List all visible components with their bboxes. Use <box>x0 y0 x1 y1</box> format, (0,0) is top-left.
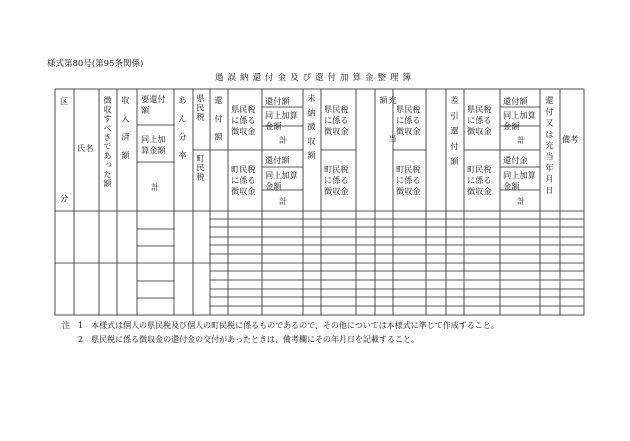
col-due-amount: 徴収すべきであった額 <box>103 96 113 188</box>
col-refund-amount: 還付額 <box>214 96 224 151</box>
col-total-right-2: 計 <box>517 196 526 206</box>
col-total: 計 <box>151 182 160 192</box>
col-ku: 区 <box>60 96 69 106</box>
col-refund-money: 還付金 <box>503 155 528 165</box>
col-pref-collection: 県民税に係る徴収金 <box>231 104 256 136</box>
col-refund-required: 要還付額 <box>141 94 166 115</box>
col-remarks: 備考 <box>562 134 579 144</box>
col-total-right: 計 <box>517 135 526 145</box>
col-received: 収入済額 <box>121 96 131 169</box>
col-prefectural-tax: 県民税 <box>196 94 206 122</box>
form-number: 様式第80号(第95条関係) <box>47 59 144 69</box>
col-town-collection-4: 町民税に係る徴収金 <box>467 164 492 196</box>
col-pref-collection-2: 県民税に係る徴収金 <box>324 104 349 136</box>
col-refund-sub: 還付額 <box>265 96 290 106</box>
col-surcharge: 同上加算金額 <box>141 134 166 155</box>
col-appropriation: 充当額 <box>379 96 398 173</box>
note-2: 2 県民税に係る徴収金の還付金の交付があったときは、備考欄にその年月日を記載すること。 <box>62 335 420 344</box>
col-town-tax: 町民税 <box>196 154 206 182</box>
col-surcharge-right: 同上加算金額 <box>503 110 536 131</box>
col-net-refund: 差引還付額 <box>450 96 460 172</box>
col-total-sub: 計 <box>279 135 288 145</box>
col-surcharge-right-2: 同上加算金額 <box>503 170 536 191</box>
col-allocation-rate: あん分率 <box>178 96 188 169</box>
col-refund-sub-2: 還付額 <box>265 155 290 165</box>
col-refund-date: 還付又は充当年月日 <box>545 96 555 197</box>
col-surcharge-sub-2: 同上加算金額 <box>265 170 298 191</box>
col-pref-collection-3: 県民税に係る徴収金 <box>396 104 421 136</box>
col-town-collection-2: 町民税に係る徴収金 <box>324 164 349 196</box>
col-town-collection: 町民税に係る徴収金 <box>231 164 256 196</box>
col-refund-right: 還付額 <box>503 96 528 106</box>
form-title: 過誤納還付金及び還付加算金整理簿 <box>214 73 415 83</box>
col-bun: 分 <box>60 193 69 203</box>
col-unpaid: 未納徴収額 <box>307 94 317 165</box>
footnotes <box>62 319 499 347</box>
col-name: 氏名 <box>77 143 94 153</box>
note-1: 注 1 本様式は個人の県民税及び個人の町民税に係るものであるので、その他については本様式に準じて作成すること。 <box>62 321 499 330</box>
col-pref-collection-4: 県民税に係る徴収金 <box>467 104 492 136</box>
col-total-sub-2: 計 <box>279 196 288 206</box>
col-town-collection-3: 町民税に係る徴収金 <box>396 164 421 196</box>
col-surcharge-sub: 同上加算金額 <box>265 110 298 131</box>
